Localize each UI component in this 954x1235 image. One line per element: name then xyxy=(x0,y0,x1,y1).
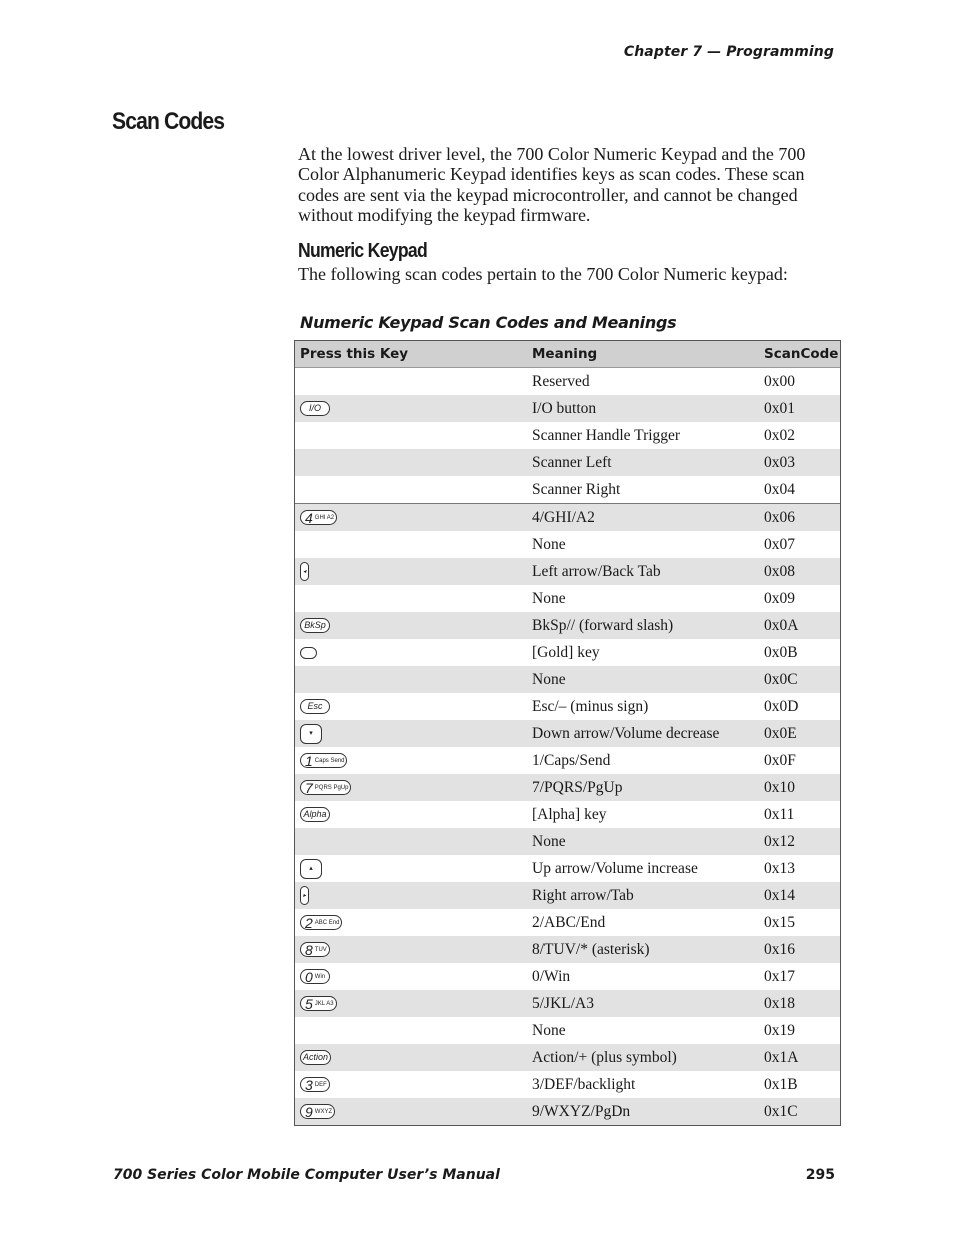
scan-code-table xyxy=(294,340,841,1126)
scancode-cell: 0x13 xyxy=(764,859,795,877)
meaning-cell: [Gold] key xyxy=(532,643,600,661)
key-cell xyxy=(295,807,527,822)
key-3-icon xyxy=(300,1077,330,1092)
table-row xyxy=(295,395,840,422)
scancode-cell: 0x02 xyxy=(764,426,795,444)
intro-paragraph: At the lowest driver level, the 700 Color Numeric Keypad and the 700 Color Alphanumeric Keypad identifies keys as scan codes. These scan codes are sent via the keypad microcontroller, and cannot be changed without modifying the keypad firmware. xyxy=(298,144,806,226)
key-4-icon xyxy=(300,510,337,525)
table-row xyxy=(295,503,840,531)
key-label: Esc xyxy=(307,701,323,711)
scancode-cell: 0x09 xyxy=(764,589,795,607)
key-cell xyxy=(295,699,527,714)
key-cell xyxy=(295,942,527,957)
scancode-cell: 0x11 xyxy=(764,805,795,823)
running-head: Chapter 7 — Programming xyxy=(623,44,834,60)
bksp-key-icon xyxy=(300,618,330,633)
meaning-cell: Right arrow/Tab xyxy=(532,886,634,904)
meaning-cell: 8/TUV/* (asterisk) xyxy=(532,940,650,958)
esc-key-icon xyxy=(300,699,330,714)
scancode-cell: 0x06 xyxy=(764,508,795,526)
key-cell xyxy=(295,1050,527,1065)
table-row xyxy=(295,720,840,747)
key-cell xyxy=(295,915,527,930)
key-cell xyxy=(295,1104,527,1119)
right-arrow-key-icon: ▸ xyxy=(300,886,309,905)
table-row xyxy=(295,449,840,476)
meaning-cell: 7/PQRS/PgUp xyxy=(532,778,623,796)
key-label: Alpha xyxy=(303,809,327,819)
key-cell xyxy=(295,618,527,633)
scancode-cell: 0x0A xyxy=(764,616,799,634)
key-label: 3 xyxy=(305,1076,313,1093)
key-label: 7 xyxy=(305,779,313,796)
meaning-cell: 1/Caps/Send xyxy=(532,751,611,769)
meaning-cell: Left arrow/Back Tab xyxy=(532,562,661,580)
alpha-key-icon xyxy=(300,807,330,822)
table-row xyxy=(295,882,840,909)
subsection-text: The following scan codes pertain to the 700 Color Numeric keypad: xyxy=(298,264,788,284)
scancode-cell: 0x1A xyxy=(764,1048,799,1066)
scancode-cell: 0x18 xyxy=(764,994,795,1012)
meaning-cell: 9/WXYZ/PgDn xyxy=(532,1102,631,1120)
scancode-cell: 0x03 xyxy=(764,453,795,471)
table-row xyxy=(295,963,840,990)
key-label: BkSp xyxy=(304,620,326,630)
key-0-icon xyxy=(300,969,330,984)
scancode-cell: 0x07 xyxy=(764,535,795,553)
table-row xyxy=(295,612,840,639)
key-sublabel: Win xyxy=(314,973,326,980)
meaning-cell: Reserved xyxy=(532,372,590,390)
meaning-cell: 0/Win xyxy=(532,967,571,985)
meaning-cell: None xyxy=(532,670,566,688)
scancode-cell: 0x0C xyxy=(764,670,798,688)
meaning-cell: 3/DEF/backlight xyxy=(532,1075,636,1093)
scancode-cell: 0x1C xyxy=(764,1102,798,1120)
meaning-cell: None xyxy=(532,832,566,850)
key-5-icon xyxy=(300,996,337,1011)
table-row xyxy=(295,585,840,612)
table-row xyxy=(295,531,840,558)
table-row xyxy=(295,558,840,585)
key-cell xyxy=(295,401,527,416)
gold-key-icon xyxy=(300,647,317,659)
header-scancode: ScanCode xyxy=(764,346,839,362)
scancode-cell: 0x0B xyxy=(764,643,798,661)
key-sublabel: ABC End xyxy=(314,919,340,926)
key-sublabel: Caps Send xyxy=(314,757,345,764)
meaning-cell: Action/+ (plus symbol) xyxy=(532,1048,677,1066)
table-row xyxy=(295,828,840,855)
key-sublabel: TUV xyxy=(314,946,327,953)
scancode-cell: 0x08 xyxy=(764,562,795,580)
key-cell xyxy=(295,753,527,768)
meaning-cell: [Alpha] key xyxy=(532,805,607,823)
scancode-cell: 0x17 xyxy=(764,967,795,985)
scancode-cell: 0x14 xyxy=(764,886,795,904)
down-arrow-key-icon: ▾ xyxy=(300,724,322,744)
key-cell xyxy=(295,996,527,1011)
key-cell xyxy=(295,724,527,744)
meaning-cell: BkSp// (forward slash) xyxy=(532,616,674,634)
key-cell xyxy=(295,562,527,581)
table-row xyxy=(295,801,840,828)
meaning-cell: I/O button xyxy=(532,399,597,417)
key-sublabel: PQRS PgUp xyxy=(314,784,349,791)
meaning-cell: Scanner Handle Trigger xyxy=(532,426,681,444)
scancode-cell: 0x15 xyxy=(764,913,795,931)
meaning-cell: Esc/– (minus sign) xyxy=(532,697,649,715)
key-cell xyxy=(295,859,527,879)
scancode-cell: 0x01 xyxy=(764,399,795,417)
left-arrow-key-icon: ◂ xyxy=(300,562,309,581)
meaning-cell: None xyxy=(532,1021,566,1039)
key-label: 5 xyxy=(305,995,313,1012)
key-7-icon xyxy=(300,780,351,795)
action-key-icon xyxy=(300,1050,331,1065)
scancode-cell: 0x1B xyxy=(764,1075,798,1093)
table-row xyxy=(295,990,840,1017)
table-row xyxy=(295,368,840,395)
table-row xyxy=(295,747,840,774)
table-row xyxy=(295,693,840,720)
table-row xyxy=(295,1098,840,1125)
header-meaning: Meaning xyxy=(532,346,598,362)
key-cell xyxy=(295,969,527,984)
scancode-cell: 0x0D xyxy=(764,697,799,715)
scancode-cell: 0x0F xyxy=(764,751,796,769)
table-row xyxy=(295,422,840,449)
key-sublabel: JKL A3 xyxy=(314,1000,334,1007)
key-label: 9 xyxy=(305,1103,313,1120)
meaning-cell: Scanner Right xyxy=(532,480,621,498)
table-row xyxy=(295,1044,840,1071)
key-label: 1 xyxy=(305,752,313,769)
header-press-key: Press this Key xyxy=(300,346,409,362)
key-cell xyxy=(295,1077,527,1092)
key-cell xyxy=(295,510,527,525)
key-sublabel: GHI A2 xyxy=(314,514,335,521)
table-row xyxy=(295,1017,840,1044)
key-label: 8 xyxy=(305,941,313,958)
key-cell xyxy=(295,780,527,795)
table-row xyxy=(295,666,840,693)
table-header-row xyxy=(295,341,840,368)
table-body xyxy=(295,368,840,1125)
table-row xyxy=(295,909,840,936)
key-label: 4 xyxy=(305,509,313,526)
key-9-icon xyxy=(300,1104,335,1119)
table-row xyxy=(295,476,840,503)
scancode-cell: 0x19 xyxy=(764,1021,795,1039)
scancode-cell: 0x0E xyxy=(764,724,797,742)
meaning-cell: 5/JKL/A3 xyxy=(532,994,594,1012)
meaning-cell: None xyxy=(532,535,566,553)
key-label: I/O xyxy=(308,403,321,413)
key-label: Action xyxy=(303,1052,329,1062)
table-row xyxy=(295,639,840,666)
key-sublabel: WXYZ xyxy=(314,1108,333,1115)
meaning-cell: 4/GHI/A2 xyxy=(532,508,595,526)
key-2-icon xyxy=(300,915,342,930)
scancode-cell: 0x00 xyxy=(764,372,795,390)
meaning-cell: Down arrow/Volume decrease xyxy=(532,724,720,742)
up-arrow-key-icon: ▴ xyxy=(300,859,322,879)
key-1-icon xyxy=(300,753,347,768)
meaning-cell: None xyxy=(532,589,566,607)
table-row xyxy=(295,1071,840,1098)
table-row xyxy=(295,936,840,963)
key-sublabel: DEF xyxy=(314,1081,327,1088)
table-row xyxy=(295,855,840,882)
page-number: 295 xyxy=(805,1167,835,1183)
meaning-cell: Up arrow/Volume increase xyxy=(532,859,698,877)
meaning-cell: 2/ABC/End xyxy=(532,913,606,931)
scancode-cell: 0x10 xyxy=(764,778,795,796)
subsection-title: Numeric Keypad xyxy=(298,240,428,262)
scancode-cell: 0x16 xyxy=(764,940,795,958)
meaning-cell: Scanner Left xyxy=(532,453,612,471)
key-label: 2 xyxy=(305,914,313,931)
table-caption: Numeric Keypad Scan Codes and Meanings xyxy=(300,313,677,332)
key-8-icon xyxy=(300,942,330,957)
key-cell xyxy=(295,647,527,659)
table-row xyxy=(295,774,840,801)
scancode-cell: 0x04 xyxy=(764,480,795,498)
io-key-icon xyxy=(300,401,330,416)
footer-manual-title: 700 Series Color Mobile Computer User’s Manual xyxy=(113,1167,500,1183)
scancode-cell: 0x12 xyxy=(764,832,795,850)
key-cell xyxy=(295,886,527,905)
section-title: Scan Codes xyxy=(112,108,225,135)
key-label: 0 xyxy=(305,968,313,985)
